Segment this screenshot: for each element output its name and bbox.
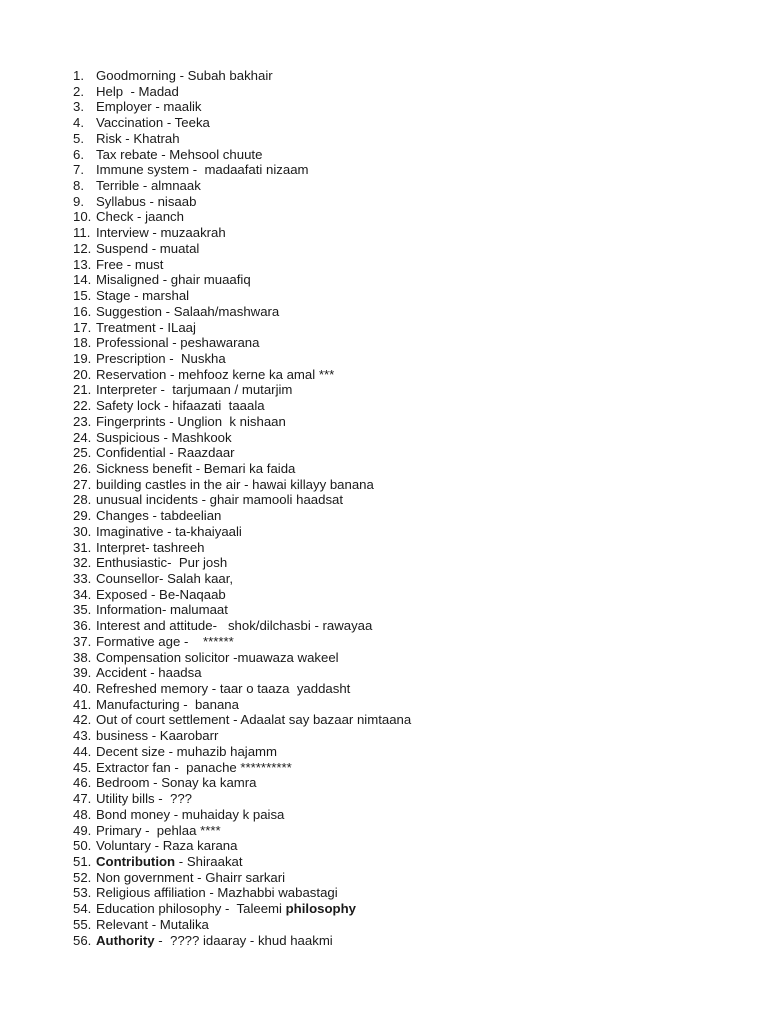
item-text xyxy=(96,241,199,257)
text-segment: Interest and attitude- shok/dilchasbi - rawayaa xyxy=(96,618,373,634)
list-item xyxy=(73,712,411,728)
text-segment: Information- malumaat xyxy=(96,602,228,618)
text-segment: Refreshed memory - taar o taaza yaddasht xyxy=(96,681,351,697)
item-number: 39. xyxy=(73,665,92,681)
item-number: 44. xyxy=(73,743,92,759)
text-segment: Interpreter - tarjumaan / mutarjim xyxy=(96,382,293,398)
item-number: 9. xyxy=(73,193,84,209)
list-item xyxy=(73,634,411,650)
text-segment: Bond money - muhaiday k paisa xyxy=(96,806,285,822)
text-segment: Treatment - ILaaj xyxy=(96,319,196,335)
text-segment: unusual incidents - ghair mamooli haadsat xyxy=(96,492,344,508)
item-text xyxy=(96,477,374,493)
text-segment: Bedroom - Sonay ka kamra xyxy=(96,775,257,791)
list-item xyxy=(73,587,411,603)
item-text xyxy=(96,838,237,854)
text-segment: Changes - tabdeelian xyxy=(96,508,222,524)
text-segment: Extractor fan - panache ********** xyxy=(96,759,292,775)
text-segment: Stage - marshal xyxy=(96,288,190,304)
item-number: 5. xyxy=(73,130,84,146)
text-segment: Safety lock - hifaazati taaala xyxy=(96,398,265,414)
item-number: 33. xyxy=(73,571,92,586)
list-item xyxy=(73,885,411,901)
item-text xyxy=(96,650,339,666)
text-segment: Counsellor- Salah kaar, xyxy=(96,571,234,586)
text-segment: Compensation solicitor -muawaza wakeel xyxy=(96,649,339,665)
item-text xyxy=(96,744,277,760)
list-item xyxy=(73,618,411,634)
item-text xyxy=(96,917,209,933)
item-number: 32. xyxy=(73,555,92,571)
list-item xyxy=(73,933,411,949)
text-segment: Imaginative - ta-khaiyaali xyxy=(96,523,242,539)
list-item xyxy=(73,775,411,791)
text-segment: Suggestion - Salaah/mashwara xyxy=(96,303,280,319)
list-item xyxy=(73,728,411,744)
item-text xyxy=(96,791,192,807)
list-item xyxy=(73,823,411,839)
list-item xyxy=(73,870,411,886)
list-item xyxy=(73,241,411,257)
item-number: 20. xyxy=(73,366,92,382)
item-number: 25. xyxy=(73,445,92,461)
list-item xyxy=(73,492,411,508)
text-segment: Risk - Khatrah xyxy=(96,130,180,146)
item-number: 55. xyxy=(73,916,92,932)
item-number: 28. xyxy=(73,492,92,508)
item-number: 29. xyxy=(73,508,92,524)
list-item xyxy=(73,367,411,383)
item-text xyxy=(96,367,334,383)
list-item xyxy=(73,194,411,210)
list-item xyxy=(73,225,411,241)
item-text xyxy=(96,84,179,100)
text-segment: Employer - maalik xyxy=(96,99,202,115)
item-number: 16. xyxy=(73,303,92,319)
bold-term: Authority xyxy=(96,932,155,948)
list-item xyxy=(73,917,411,933)
item-number: 35. xyxy=(73,602,92,618)
item-number: 1. xyxy=(73,68,84,83)
text-segment: Immune system - madaafati nizaam xyxy=(96,162,309,178)
list-item xyxy=(73,555,411,571)
item-text xyxy=(96,775,257,791)
text-segment: Fingerprints - Unglion k nishaan xyxy=(96,413,286,429)
item-number: 2. xyxy=(73,83,84,99)
item-text xyxy=(96,382,292,398)
list-item xyxy=(73,257,411,273)
item-text xyxy=(96,209,184,225)
text-segment: Terrible - almnaak xyxy=(96,178,201,194)
text-segment: Religious affiliation - Mazhabbi wabastagi xyxy=(96,885,338,901)
item-number: 19. xyxy=(73,350,92,366)
list-item xyxy=(73,807,411,823)
list-item xyxy=(73,760,411,776)
item-number: 11. xyxy=(73,225,91,241)
item-number: 50. xyxy=(73,838,92,854)
list-item xyxy=(73,665,411,681)
item-number: 34. xyxy=(73,586,92,602)
item-text xyxy=(96,162,309,178)
item-number: 48. xyxy=(73,806,92,822)
list-item xyxy=(73,524,411,540)
item-text xyxy=(96,587,226,603)
item-number: 3. xyxy=(73,99,84,115)
list-item xyxy=(73,272,411,288)
item-number: 18. xyxy=(73,335,92,351)
text-segment: Education philosophy - Taleemi xyxy=(96,901,286,917)
text-segment: business - Kaarobarr xyxy=(96,728,219,744)
item-number: 4. xyxy=(73,115,84,131)
item-number: 22. xyxy=(73,398,92,414)
list-item xyxy=(73,115,411,131)
item-number: 56. xyxy=(73,932,92,948)
item-text xyxy=(96,178,201,194)
text-segment: Utility bills - ??? xyxy=(96,791,193,807)
text-segment: Check - jaanch xyxy=(96,209,184,225)
list-item xyxy=(73,68,411,84)
item-text xyxy=(96,351,226,367)
item-text xyxy=(96,728,218,744)
item-number: 41. xyxy=(73,696,92,712)
list-item xyxy=(73,162,411,178)
list-item xyxy=(73,854,411,870)
item-text xyxy=(96,492,343,508)
item-number: 23. xyxy=(73,413,92,429)
list-item xyxy=(73,602,411,618)
list-item xyxy=(73,697,411,713)
item-text xyxy=(96,304,279,320)
item-text xyxy=(96,712,411,728)
item-number: 49. xyxy=(73,822,92,838)
item-text xyxy=(96,697,239,713)
item-text xyxy=(96,461,295,477)
text-segment: Formative age - ****** xyxy=(96,633,234,649)
text-segment: Confidential - Raazdaar xyxy=(96,445,235,461)
item-number: 52. xyxy=(73,869,92,885)
list-item xyxy=(73,288,411,304)
item-text xyxy=(96,823,221,839)
item-number: 21. xyxy=(73,382,92,398)
item-number: 27. xyxy=(73,476,92,492)
item-number: 46. xyxy=(73,775,92,791)
text-segment: Free - must xyxy=(96,256,164,272)
text-segment: Sickness benefit - Bemari ka faida xyxy=(96,460,296,476)
item-text xyxy=(96,445,235,461)
list-item xyxy=(73,320,411,336)
item-number: 38. xyxy=(73,649,92,665)
list-item xyxy=(73,209,411,225)
item-text xyxy=(96,99,202,115)
list-item xyxy=(73,791,411,807)
item-text xyxy=(96,320,196,336)
text-segment: Professional - peshawarana xyxy=(96,335,260,351)
item-text xyxy=(96,272,251,288)
item-number: 45. xyxy=(73,759,92,775)
item-number: 36. xyxy=(73,618,92,634)
list-item xyxy=(73,178,411,194)
item-number: 30. xyxy=(73,523,92,539)
item-number: 43. xyxy=(73,728,92,744)
text-segment: Goodmorning - Subah bakhair xyxy=(96,68,273,83)
vocabulary-list xyxy=(73,68,411,948)
item-text xyxy=(96,508,221,524)
item-text xyxy=(96,288,189,304)
item-text xyxy=(96,618,372,634)
text-segment: building castles in the air - hawai killayy banana xyxy=(96,476,374,492)
text-segment: Suspicious - Mashkook xyxy=(96,429,232,445)
item-text xyxy=(96,335,259,351)
item-number: 15. xyxy=(73,288,92,304)
text-segment: Vaccination - Teeka xyxy=(96,115,210,131)
text-segment: Enthusiastic- Pur josh xyxy=(96,555,228,571)
item-text xyxy=(96,854,243,870)
text-segment: Reservation - mehfooz kerne ka amal *** xyxy=(96,366,335,382)
text-segment: Relevant - Mutalika xyxy=(96,916,209,932)
list-item xyxy=(73,744,411,760)
item-number: 47. xyxy=(73,791,92,807)
item-number: 14. xyxy=(73,272,92,288)
text-segment: Suspend - muatal xyxy=(96,240,200,256)
item-text xyxy=(96,524,242,540)
list-item xyxy=(73,650,411,666)
list-item xyxy=(73,508,411,524)
list-item xyxy=(73,414,411,430)
item-text xyxy=(96,870,285,886)
list-item xyxy=(73,540,411,556)
text-segment: Misaligned - ghair muaafiq xyxy=(96,272,251,288)
item-number: 13. xyxy=(73,256,92,272)
item-number: 54. xyxy=(73,901,92,917)
list-item xyxy=(73,681,411,697)
list-item xyxy=(73,84,411,100)
item-number: 31. xyxy=(73,539,92,555)
item-text xyxy=(96,131,180,147)
text-segment: Manufacturing - banana xyxy=(96,696,239,712)
item-text xyxy=(96,901,356,917)
text-segment: Prescription - Nuskha xyxy=(96,350,226,366)
item-number: 8. xyxy=(73,178,84,194)
text-segment: Exposed - Be-Naqaab xyxy=(96,586,226,602)
item-number: 12. xyxy=(73,240,92,256)
item-number: 6. xyxy=(73,146,84,162)
item-text xyxy=(96,430,232,446)
list-item xyxy=(73,335,411,351)
text-segment: Non government - Ghairr sarkari xyxy=(96,869,286,885)
text-segment: Tax rebate - Mehsool chuute xyxy=(96,146,263,162)
text-segment: - ???? idaaray - khud haakmi xyxy=(154,932,333,948)
item-text xyxy=(96,933,333,949)
list-item xyxy=(73,147,411,163)
text-segment: Interpret- tashreeh xyxy=(96,539,205,555)
item-text xyxy=(96,555,227,571)
item-number: 40. xyxy=(73,681,92,697)
text-segment: Syllabus - nisaab xyxy=(96,193,197,209)
item-text xyxy=(96,414,286,430)
text-segment: Out of court settlement - Adaalat say bazaar nimtaana xyxy=(96,712,412,728)
list-item xyxy=(73,901,411,917)
item-text xyxy=(96,571,233,587)
item-text xyxy=(96,194,196,210)
item-number: 51. xyxy=(73,853,92,869)
item-text xyxy=(96,225,226,241)
list-item xyxy=(73,461,411,477)
text-segment: Voluntary - Raza karana xyxy=(96,838,238,854)
list-item xyxy=(73,304,411,320)
text-segment: - Shiraakat xyxy=(175,853,243,869)
item-number: 53. xyxy=(73,885,92,901)
item-text xyxy=(96,634,234,650)
list-item xyxy=(73,445,411,461)
list-item xyxy=(73,430,411,446)
item-text xyxy=(96,681,350,697)
list-item xyxy=(73,838,411,854)
item-text xyxy=(96,807,284,823)
list-item xyxy=(73,382,411,398)
text-segment: Help - Madad xyxy=(96,83,179,99)
item-text xyxy=(96,540,205,556)
list-item xyxy=(73,131,411,147)
item-number: 17. xyxy=(73,319,92,335)
item-text xyxy=(96,665,202,681)
list-item xyxy=(73,99,411,115)
item-text xyxy=(96,760,292,776)
text-segment: Accident - haadsa xyxy=(96,665,202,681)
list-item xyxy=(73,398,411,414)
item-number: 42. xyxy=(73,712,92,728)
bold-term: philosophy xyxy=(285,901,356,917)
list-item xyxy=(73,351,411,367)
text-segment: Primary - pehlaa **** xyxy=(96,822,221,838)
list-item xyxy=(73,571,411,587)
text-segment: Interview - muzaakrah xyxy=(96,225,226,241)
item-number: 26. xyxy=(73,460,92,476)
item-text xyxy=(96,257,163,273)
item-text xyxy=(96,885,338,901)
item-text xyxy=(96,115,210,131)
item-number: 7. xyxy=(73,162,84,178)
item-text xyxy=(96,147,262,163)
item-number: 10. xyxy=(73,209,92,225)
item-text xyxy=(96,68,273,84)
item-text xyxy=(96,602,228,618)
item-number: 24. xyxy=(73,429,92,445)
item-number: 37. xyxy=(73,633,92,649)
text-segment: Decent size - muhazib hajamm xyxy=(96,743,278,759)
item-text xyxy=(96,398,265,414)
bold-term: Contribution xyxy=(96,853,176,869)
list-item xyxy=(73,477,411,493)
